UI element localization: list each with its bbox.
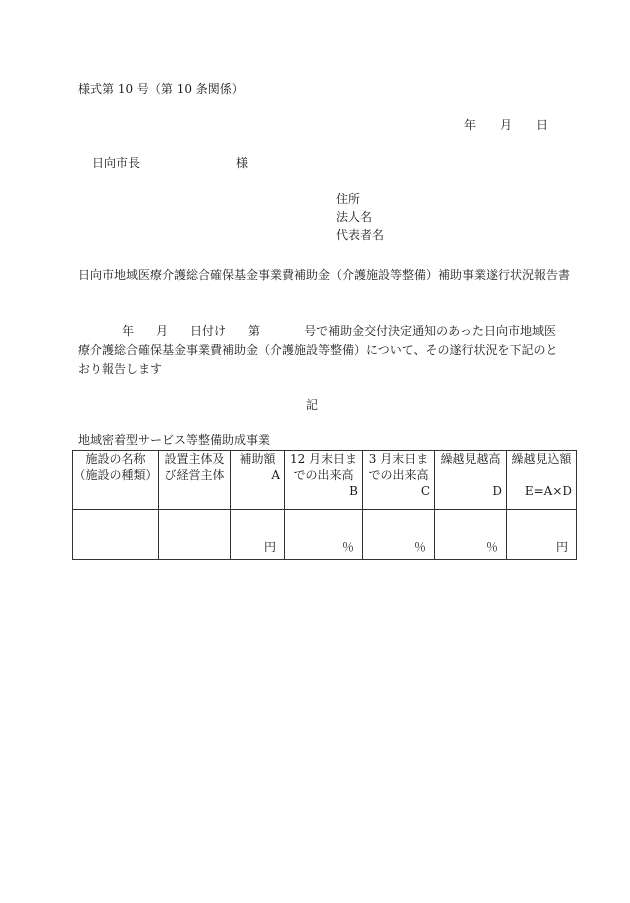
body-month: 月 bbox=[156, 324, 169, 338]
date-year: 年 bbox=[464, 118, 477, 132]
table-row bbox=[73, 510, 577, 560]
body-line-1 bbox=[78, 322, 558, 341]
addressee-honorific: 様 bbox=[236, 156, 249, 170]
applicant-block bbox=[336, 192, 384, 246]
body-day-dated: 日付け bbox=[190, 324, 227, 338]
cell-subsidy-amount[interactable]: 円 bbox=[231, 510, 285, 560]
date-day: 日 bbox=[536, 118, 549, 132]
table-caption: 地域密着型サービス等整備助成事業 bbox=[78, 433, 271, 447]
header-operator: 設置主体及 び経営主体 bbox=[159, 451, 231, 510]
header-facility-name: 施設の名称 （施設の種類） bbox=[73, 451, 159, 510]
document-title: 日向市地域医療介護総合確保基金事業費補助金（介護施設等整備）補助事業遂行状況報告書 bbox=[78, 268, 571, 282]
applicant-representative-label: 代表者名 bbox=[336, 228, 385, 242]
header-carryover-amount: 繰越見込額 E=A×D bbox=[507, 451, 577, 510]
header-progress-december: 12 月末日ま での出来高 B bbox=[285, 451, 363, 510]
report-date bbox=[464, 118, 548, 132]
body-line1-rest: 号で補助金交付決定通知のあった日向市地域医 bbox=[304, 324, 556, 338]
form-number: 様式第 10 号（第 10 条関係） bbox=[78, 82, 244, 96]
header-carryover-ratio: 繰越見越高 D bbox=[435, 451, 507, 510]
cell-carryover-ratio[interactable]: ％ bbox=[435, 510, 507, 560]
status-table bbox=[72, 450, 577, 560]
addressee bbox=[92, 156, 248, 170]
cell-carryover-amount[interactable]: 円 bbox=[507, 510, 577, 560]
applicant-corp-name-label: 法人名 bbox=[336, 210, 373, 224]
header-progress-march: 3 月末日ま での出来高 C bbox=[363, 451, 435, 510]
ki-heading: 記 bbox=[306, 398, 319, 412]
cell-operator[interactable] bbox=[159, 510, 231, 560]
body-line-3: おり報告します bbox=[78, 362, 163, 376]
date-month: 月 bbox=[500, 118, 513, 132]
header-subsidy-amount: 補助額 A bbox=[231, 451, 285, 510]
cell-progress-march[interactable]: ％ bbox=[363, 510, 435, 560]
table-header-row bbox=[73, 451, 577, 510]
cell-progress-december[interactable]: ％ bbox=[285, 510, 363, 560]
body-dai: 第 bbox=[248, 324, 261, 338]
addressee-name: 日向市長 bbox=[92, 156, 141, 170]
body-line-2: 療介護総合確保基金事業費補助金（介護施設等整備）について、その遂行状況を下記のと bbox=[78, 343, 558, 357]
body-year: 年 bbox=[122, 324, 135, 338]
cell-facility-name[interactable] bbox=[73, 510, 159, 560]
applicant-address-label: 住所 bbox=[336, 192, 361, 206]
report-body bbox=[78, 322, 558, 379]
